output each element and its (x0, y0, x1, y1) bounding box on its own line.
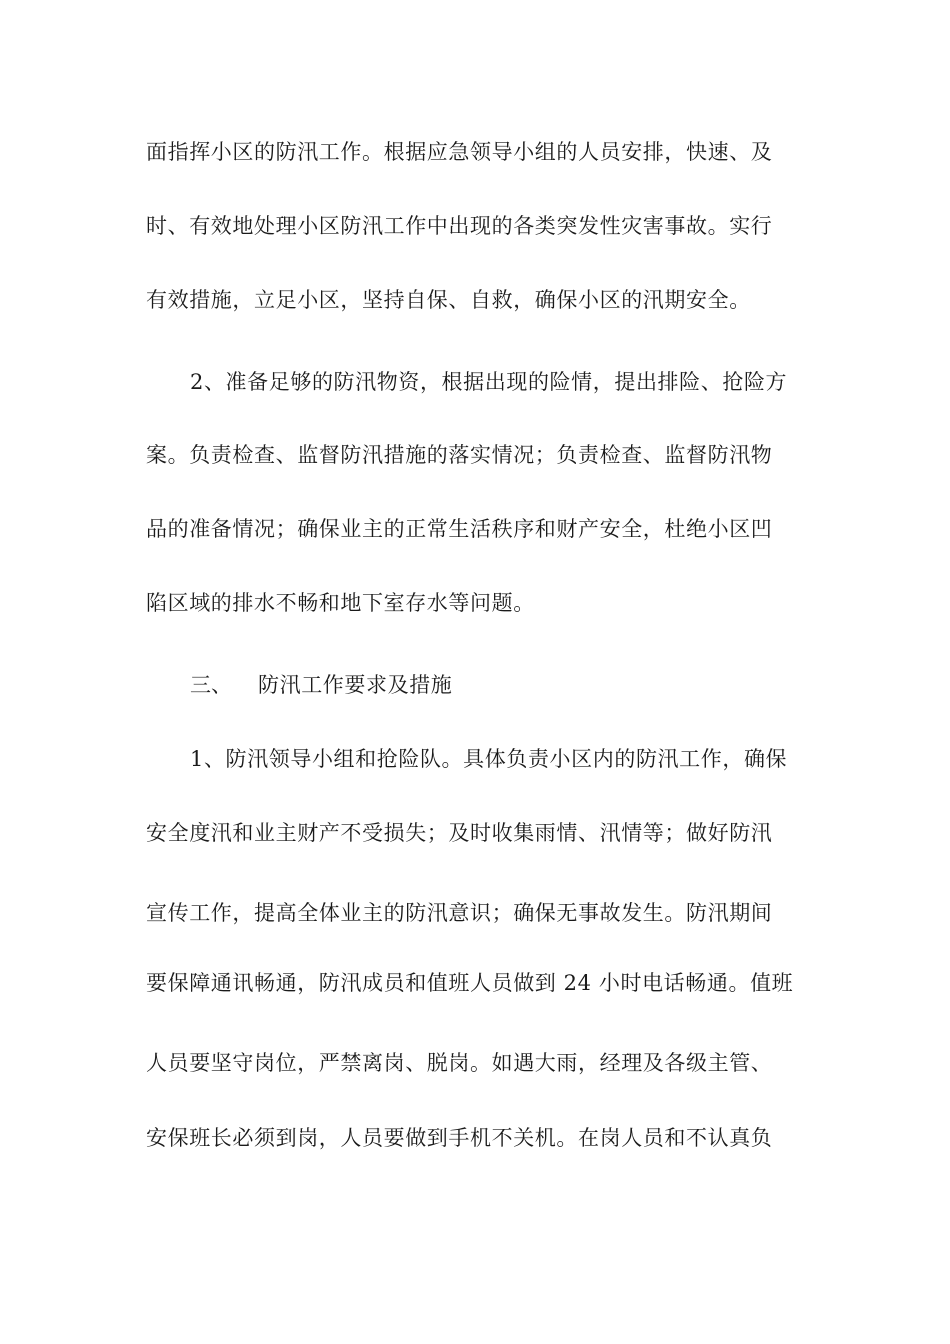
text-line: 2、准备足够的防汛物资，根据出现的险情，提出排险、抢险方 (190, 370, 788, 394)
text-line: 1、防汛领导小组和抢险队。具体负责小区内的防汛工作，确保 (190, 747, 788, 771)
text-line: 安保班长必须到岗，人员要做到手机不关机。在岗人员和不认真负 (146, 1126, 773, 1150)
text-line: 陷区域的排水不畅和地下室存水等问题。 (146, 591, 535, 615)
section-title: 防汛工作要求及措施 (258, 673, 453, 697)
text-line: 品的准备情况；确保业主的正常生活秩序和财产安全，杜绝小区凹 (146, 517, 773, 541)
text-line: 安全度汛和业主财产不受损失；及时收集雨情、汛情等；做好防汛 (146, 821, 773, 845)
text-line: 宣传工作，提高全体业主的防汛意识；确保无事故发生。防汛期间 (146, 901, 773, 925)
section-number: 三、 (190, 673, 232, 697)
text-line: 要保障通讯畅通，防汛成员和值班人员做到 24 小时电话畅通。值班 (146, 971, 794, 995)
text-line: 时、有效地处理小区防汛工作中出现的各类突发性灾害事故。实行 (146, 214, 773, 238)
text-line: 有效措施，立足小区，坚持自保、自救，确保小区的汛期安全。 (146, 288, 751, 312)
text-line: 人员要坚守岗位，严禁离岗、脱岗。如遇大雨，经理及各级主管、 (146, 1051, 773, 1075)
text-line: 面指挥小区的防汛工作。根据应急领导小组的人员安排，快速、及 (146, 140, 773, 164)
text-line: 案。负责检查、监督防汛措施的落实情况；负责检查、监督防汛物 (146, 443, 773, 467)
